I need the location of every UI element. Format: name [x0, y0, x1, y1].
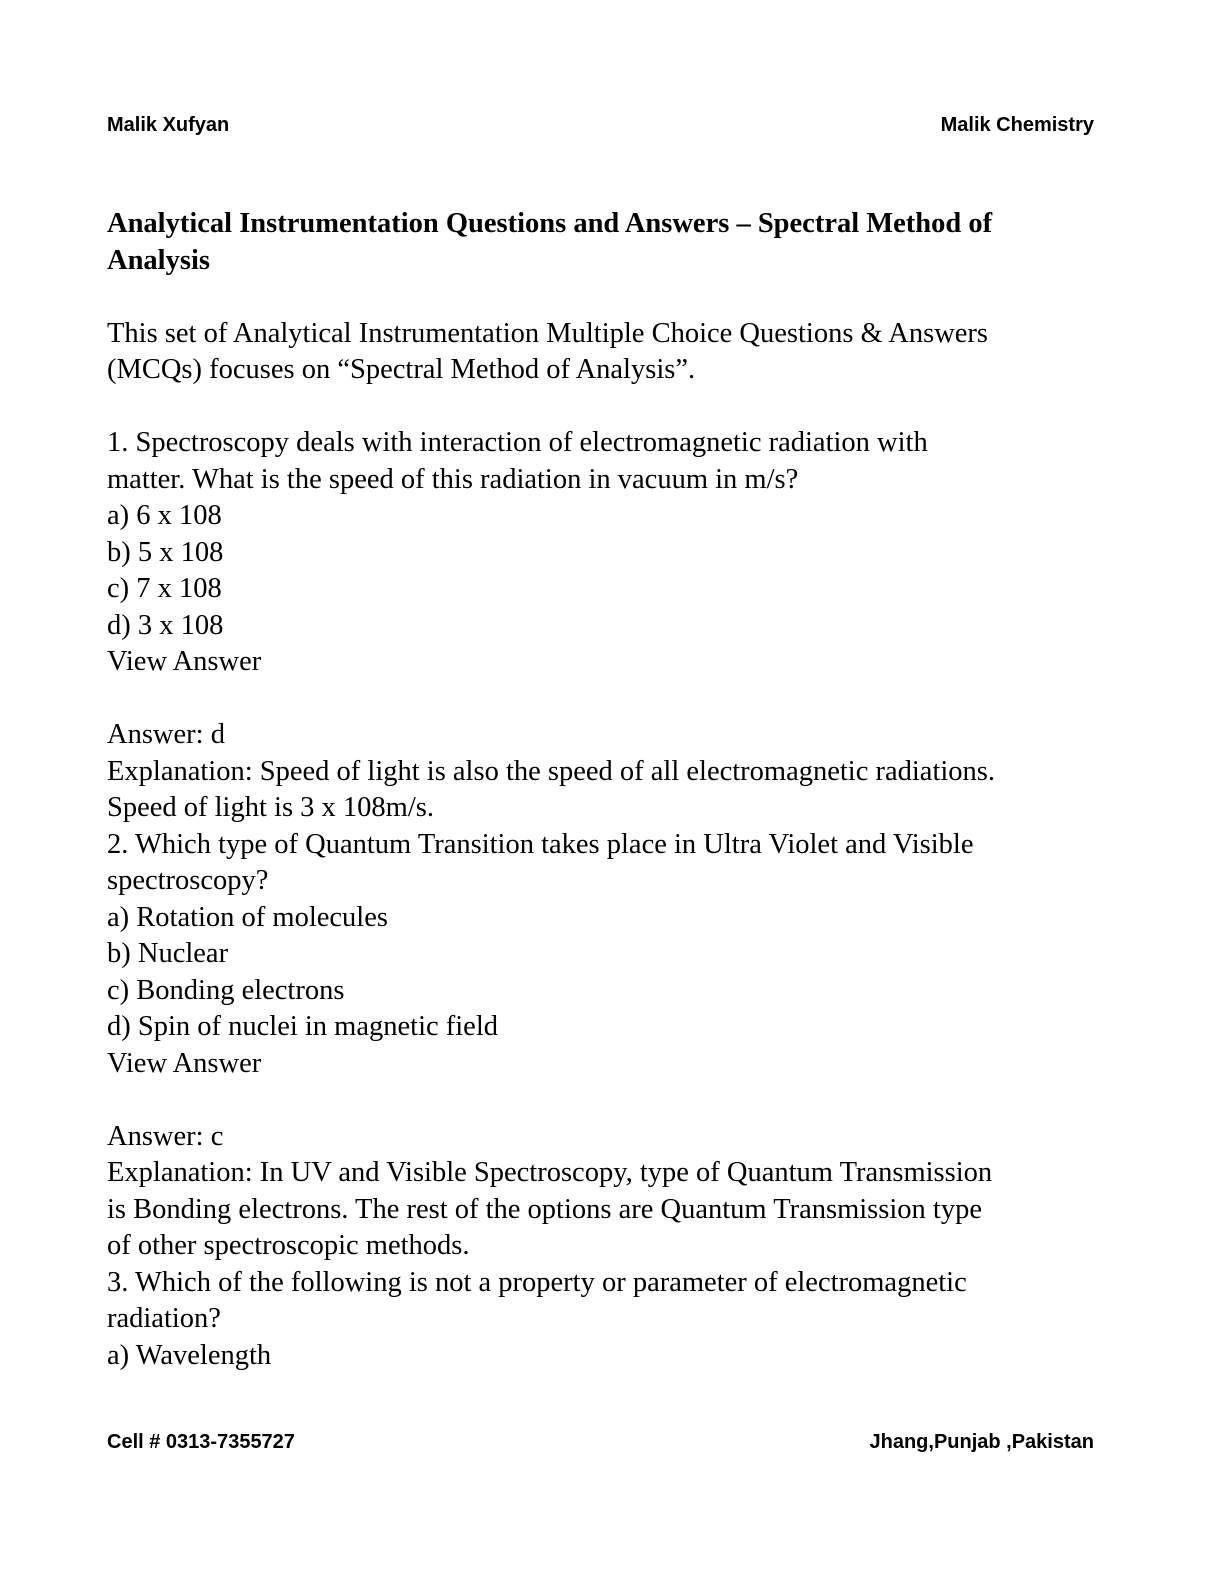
page-title: Analytical Instrumentation Questions and Answers – Spectral Method of: [107, 208, 993, 239]
q1-explanation: Speed of light is 3 x 108m/s.: [107, 792, 434, 823]
q2-answer: Answer: c: [107, 1120, 224, 1152]
q1-explanation: Explanation: Speed of light is also the speed of all electromagnetic radiations.: [107, 755, 995, 787]
question-2: spectroscopy?: [107, 865, 269, 896]
q2-view-answer[interactable]: View Answer: [107, 1047, 262, 1079]
q2-explanation: Explanation: In UV and Visible Spectroscopy, type of Quantum Transmission: [107, 1157, 993, 1188]
q3-option-a: a) Wavelength: [107, 1339, 272, 1371]
q2-option-a: a) Rotation of molecules: [107, 901, 388, 933]
header-author: Malik Xufyan: [107, 114, 230, 136]
question-3: radiation?: [107, 1303, 221, 1334]
intro: This set of Analytical Instrumentation Multiple Choice Questions & Answers: [107, 317, 989, 349]
q1-option-a: a) 6 x 108: [107, 500, 222, 531]
intro: (MCQs) focuses on “Spectral Method of Analysis”.: [107, 354, 696, 385]
page-title-cont: Analysis: [107, 244, 210, 276]
q2-option-c: c) Bonding electrons: [107, 974, 345, 1006]
footer-location: Jhang,Punjab ,Pakistan: [869, 1431, 1094, 1453]
q1-answer: Answer: d: [107, 719, 225, 750]
q1-option-c: c) 7 x 108: [107, 573, 222, 604]
footer-phone: Cell # 0313-7355727: [107, 1431, 295, 1453]
q2-explanation: of other spectroscopic methods.: [107, 1230, 470, 1261]
question-1: matter. What is the speed of this radiation in vacuum in m/s?: [107, 463, 799, 495]
q2-option-b: b) Nuclear: [107, 938, 229, 969]
question-2: 2. Which type of Quantum Transition takes place in Ultra Violet and Visible: [107, 828, 974, 860]
q1-option-b: b) 5 x 108: [107, 536, 224, 568]
document-body: [107, 206, 1107, 1374]
q1-option-d: d) 3 x 108: [107, 609, 224, 641]
q2-option-d: d) Spin of nuclei in magnetic field: [107, 1011, 498, 1042]
header-site: Malik Chemistry: [940, 114, 1094, 136]
q1-view-answer[interactable]: View Answer: [107, 646, 262, 677]
question-1: 1. Spectroscopy deals with interaction of electromagnetic radiation with: [107, 427, 928, 458]
q2-explanation: is Bonding electrons. The rest of the options are Quantum Transmission type: [107, 1193, 982, 1225]
question-3: 3. Which of the following is not a property or parameter of electromagnetic: [107, 1266, 967, 1298]
